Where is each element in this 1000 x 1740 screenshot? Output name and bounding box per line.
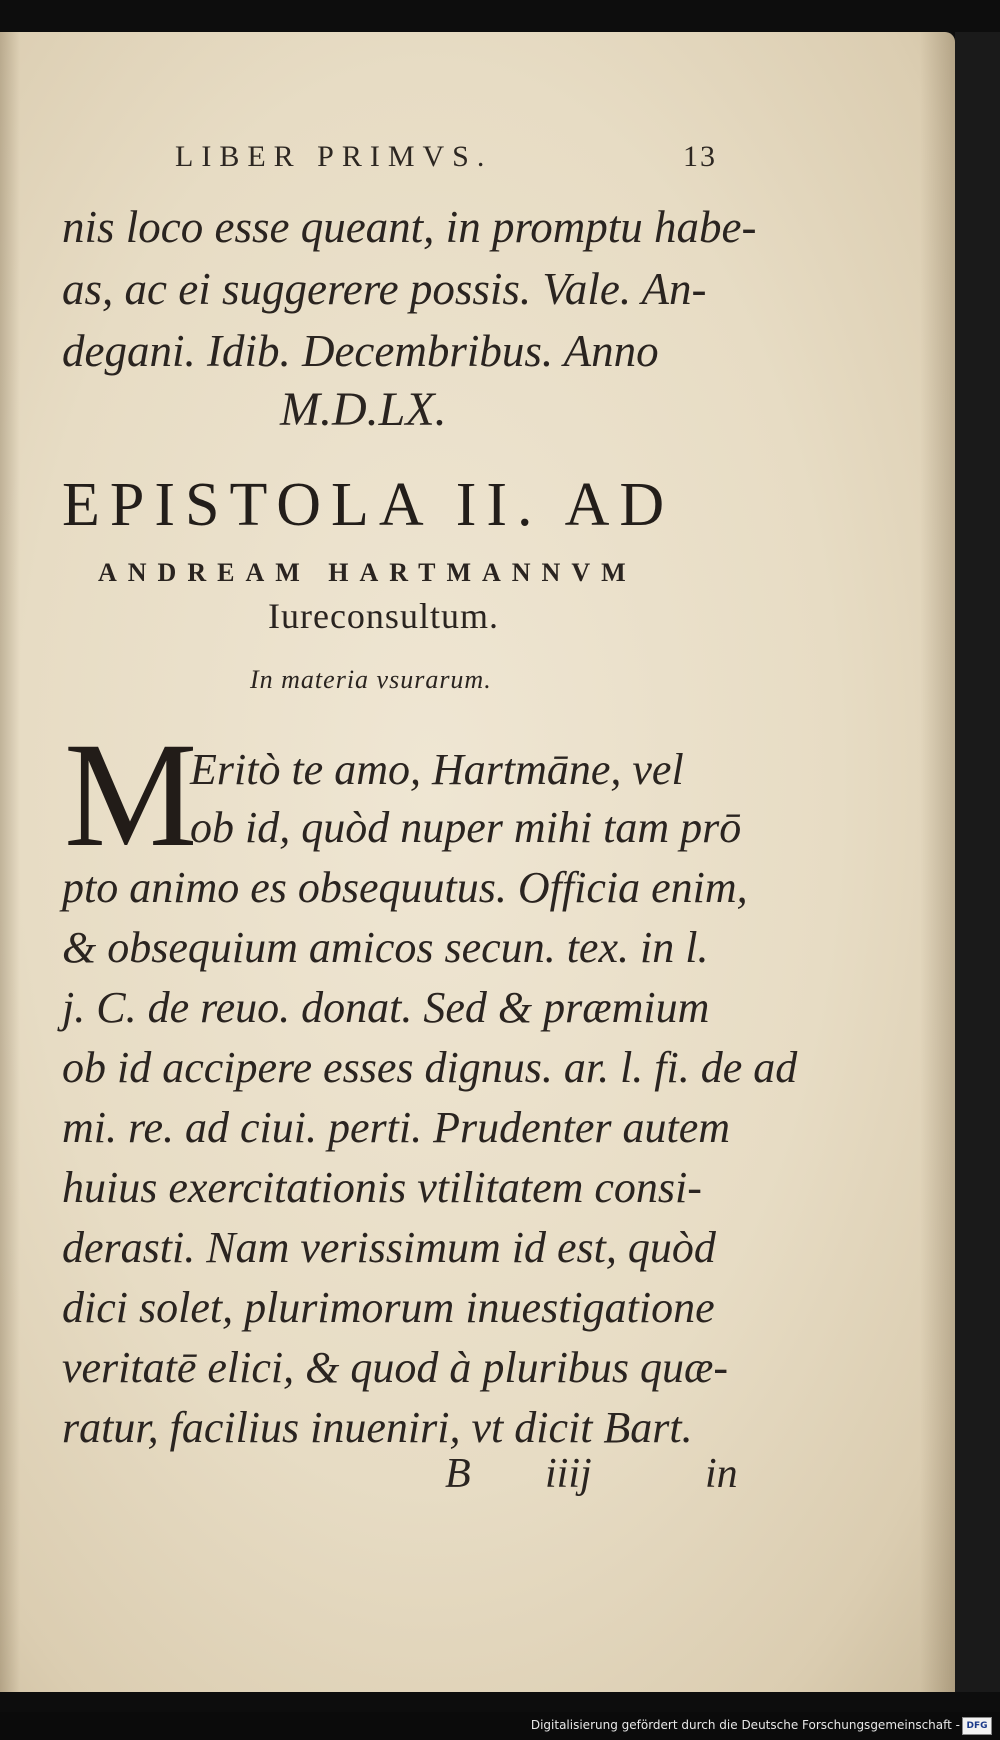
- running-head: [175, 140, 735, 180]
- opening-line-1: nis loco esse queant, in promptu habe-: [62, 202, 757, 252]
- catchwords: [445, 1450, 745, 1510]
- funding-credit: Digitalisierung gefördert durch die Deutsche Forschungsgemeinschaft -: [530, 1718, 960, 1732]
- signature-number: iiij: [545, 1451, 592, 1497]
- body-line-7: mi. re. ad ciui. perti. Prudenter autem: [62, 1103, 731, 1152]
- subject-line: In materia vsurarum.: [250, 665, 492, 694]
- body-line-5: j. C. de reuo. donat. Sed & præmium: [62, 983, 710, 1032]
- signature-mark: B: [445, 1451, 471, 1497]
- body-line-12: ratur, facilius inueniri, vt dicit Bart.: [62, 1403, 693, 1452]
- addressee-title: Iureconsultum.: [268, 596, 499, 636]
- body-line-10: dici solet, plurimorum inuestigatione: [62, 1283, 715, 1332]
- fore-edge: [955, 32, 1000, 1692]
- body-line-4: & obsequium amicos secun. tex. in l.: [62, 923, 709, 972]
- dfg-logo: DFG: [962, 1717, 992, 1735]
- drop-capital: M: [64, 712, 198, 878]
- running-title: LIBER PRIMVS.: [175, 140, 493, 173]
- catchword: in: [705, 1451, 738, 1497]
- body-line-2: ob id, quòd nuper mihi tam prō: [190, 803, 742, 852]
- body-line-9: derasti. Nam verissimum id est, quòd: [62, 1223, 716, 1272]
- addressee-heading: ANDREAM HARTMANNVM: [98, 558, 637, 587]
- epistle-heading: EPISTOLA II. AD: [62, 471, 675, 539]
- opening-line-3: degani. Idib. Decembribus. Anno: [62, 326, 659, 376]
- date-line: M.D.LX.: [280, 383, 447, 436]
- page-number: 13: [683, 140, 717, 173]
- body-line-6: ob id accipere esses dignus. ar. l. fi. de ad: [62, 1043, 798, 1092]
- body-line-8: huius exercitationis vtilitatem consi-: [62, 1163, 702, 1212]
- body-line-1: Eritò te amo, Hartmāne, vel: [190, 745, 684, 794]
- body-line-3: pto animo es obsequutus. Officia enim,: [62, 863, 748, 912]
- body-line-11: veritatē elici, & quod à pluribus quæ-: [62, 1343, 729, 1392]
- opening-line-2: as, ac ei suggerere possis. Vale. An-: [62, 264, 707, 314]
